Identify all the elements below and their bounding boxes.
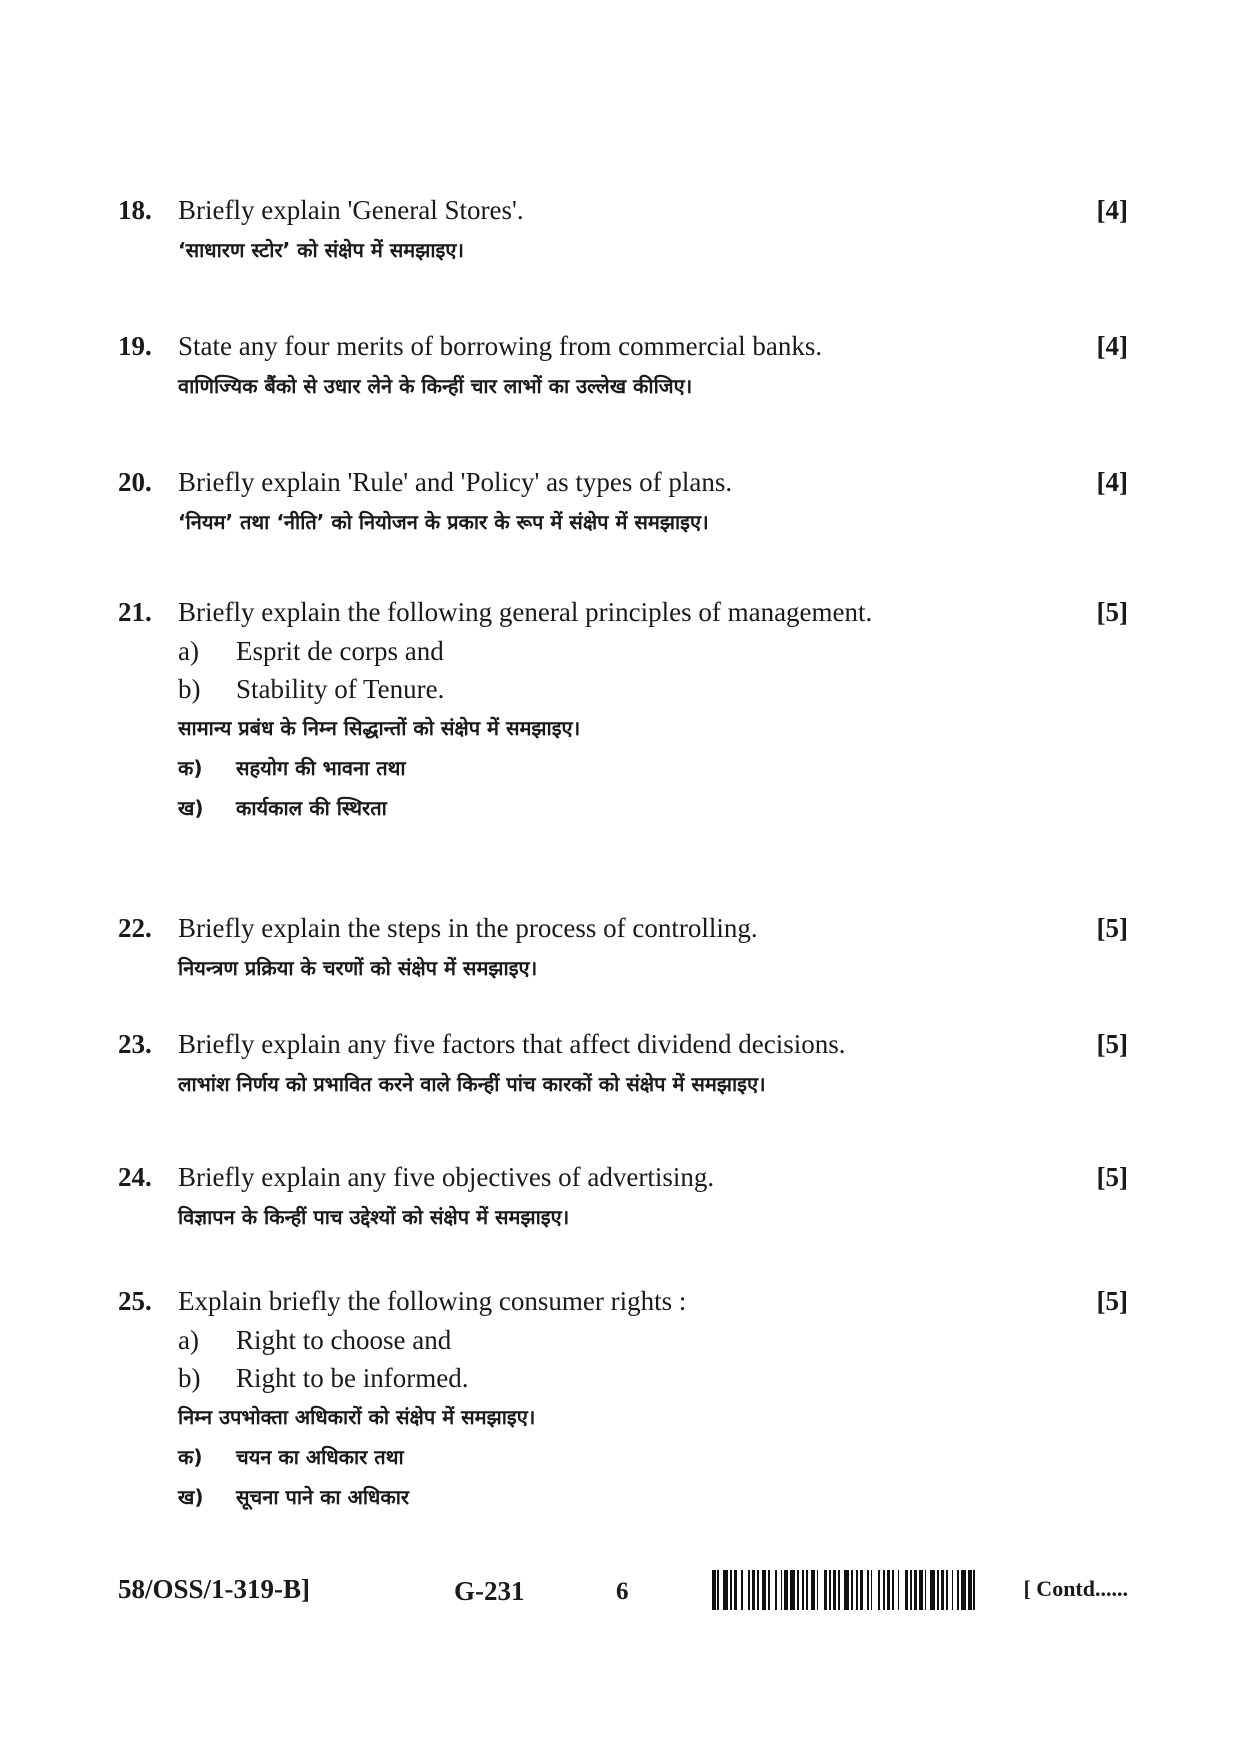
sub-item-hindi — [178, 788, 1128, 828]
sub-item-label: b) — [178, 1363, 201, 1393]
question-20 — [118, 462, 1128, 542]
question-marks: [5] — [1096, 1162, 1128, 1192]
barcode-bar — [975, 1570, 979, 1610]
question-text: Briefly explain any five objectives of advertising. — [178, 1162, 715, 1192]
sub-item-label: ख) — [178, 1485, 204, 1509]
question-number: 18. — [118, 195, 152, 225]
question-marks: [4] — [1096, 331, 1128, 361]
sub-item — [178, 1359, 1128, 1397]
barcode — [712, 1570, 980, 1610]
sub-item-label: b) — [178, 674, 201, 704]
sub-item-label: a) — [178, 636, 199, 666]
question-marks: [4] — [1096, 467, 1128, 497]
sub-item-label: a) — [178, 1325, 199, 1355]
sub-item-text: Right to choose and — [236, 1325, 452, 1355]
sub-item-text: Esprit de corps and — [236, 636, 444, 666]
continued-label: [ Contd...... — [1023, 1576, 1128, 1601]
sub-item-text: सहयोग की भावना तथा — [236, 756, 406, 780]
question-text: Briefly explain any five factors that affect dividend decisions. — [178, 1029, 846, 1059]
question-24 — [118, 1157, 1128, 1237]
sub-item-text: Stability of Tenure. — [236, 674, 445, 704]
question-number: 24. — [118, 1162, 152, 1192]
question-text-hindi: ‘साधारण स्टोर’ को संक्षेप में समझाइए। — [178, 238, 465, 262]
question-text: State any four merits of borrowing from commercial banks. — [178, 331, 823, 361]
paper-code: 58/OSS/1-319-B] — [118, 1574, 311, 1604]
question-text-hindi: नियन्त्रण प्रक्रिया के चरणों को संक्षेप में समझाइए। — [178, 956, 538, 980]
question-22 — [118, 908, 1128, 988]
sub-item-hindi — [178, 748, 1128, 788]
question-21 — [118, 592, 1128, 828]
sub-item — [178, 670, 1128, 708]
sub-item-text: चयन का अधिकार तथा — [236, 1445, 404, 1469]
series-code: G-231 — [454, 1576, 525, 1606]
question-text-hindi: वाणिज्यिक बैंको से उधार लेने के किन्हीं चार लाभों का उल्लेख कीजिए। — [178, 374, 693, 398]
question-marks: [5] — [1096, 913, 1128, 943]
sub-item-text: सूचना पाने का अधिकार — [236, 1485, 410, 1509]
sub-item — [178, 1321, 1128, 1359]
sub-item-text: कार्यकाल की स्थिरता — [236, 796, 387, 820]
question-number: 23. — [118, 1029, 152, 1059]
sub-item-label: क) — [178, 1445, 203, 1469]
question-number: 21. — [118, 597, 152, 627]
question-text: Explain briefly the following consumer rights : — [178, 1286, 687, 1316]
question-marks: [4] — [1096, 195, 1128, 225]
sub-item — [178, 632, 1128, 670]
page-number: 6 — [616, 1578, 629, 1605]
question-number: 19. — [118, 331, 152, 361]
question-marks: [5] — [1096, 1286, 1128, 1316]
sub-item-label: ख) — [178, 796, 204, 820]
sub-item-hindi — [178, 1437, 1128, 1477]
question-text: Briefly explain the steps in the process of controlling. — [178, 913, 758, 943]
question-number: 25. — [118, 1286, 152, 1316]
question-text: Briefly explain the following general principles of management. — [178, 597, 873, 627]
question-marks: [5] — [1096, 597, 1128, 627]
question-text: Briefly explain 'General Stores'. — [178, 195, 524, 225]
question-23 — [118, 1024, 1128, 1104]
question-18 — [118, 190, 1128, 270]
page-footer — [118, 1570, 1128, 1614]
question-text: Briefly explain 'Rule' and 'Policy' as types of plans. — [178, 467, 733, 497]
question-text-hindi: सामान्य प्रबंध के निम्न सिद्धान्तों को संक्षेप में समझाइए। — [178, 716, 581, 740]
question-25 — [118, 1281, 1128, 1517]
question-number: 22. — [118, 913, 152, 943]
question-text-hindi: ‘नियम’ तथा ‘नीति’ को नियोजन के प्रकार के रूप में संक्षेप में समझाइए। — [178, 510, 709, 534]
question-marks: [5] — [1096, 1029, 1128, 1059]
question-text-hindi: लाभांश निर्णय को प्रभावित करने वाले किन्हीं पांच कारकों को संक्षेप में समझाइए। — [178, 1072, 766, 1096]
question-number: 20. — [118, 467, 152, 497]
question-text-hindi: निम्न उपभोक्ता अधिकारों को संक्षेप में समझाइए। — [178, 1405, 536, 1429]
sub-item-text: Right to be informed. — [236, 1363, 469, 1393]
question-text-hindi: विज्ञापन के किन्हीं पाच उद्देश्यों को संक्षेप में समझाइए। — [178, 1205, 570, 1229]
sub-item-hindi — [178, 1477, 1128, 1517]
sub-item-label: क) — [178, 756, 203, 780]
question-19 — [118, 326, 1128, 406]
